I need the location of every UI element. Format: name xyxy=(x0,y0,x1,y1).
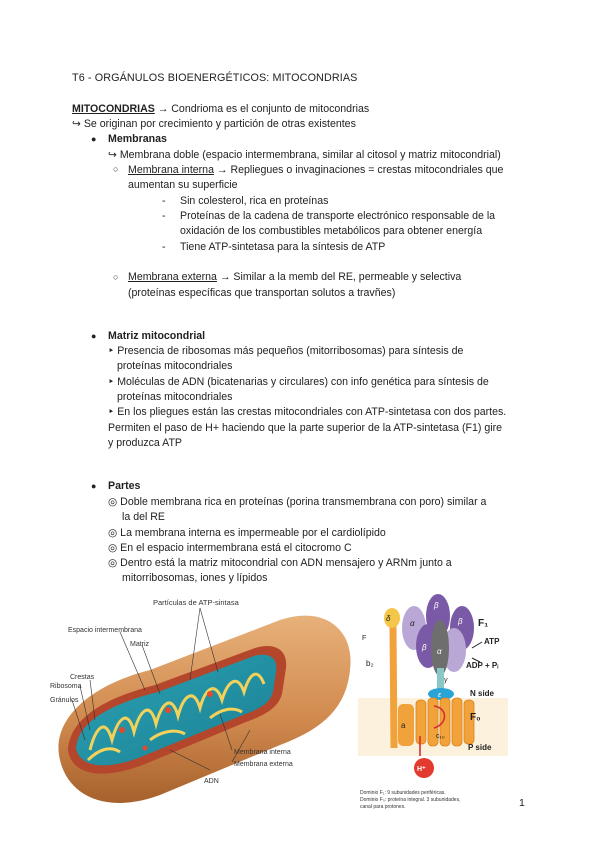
matriz-line: ‣ Presencia de ribosomas más pequeños (mitorribosomas) para síntesis de xyxy=(108,345,464,357)
label-alpha-center: α xyxy=(437,647,442,656)
membrana-externa-line xyxy=(128,270,461,284)
label-crestas: Crestas xyxy=(70,674,95,681)
matriz-line: proteínas mitocondriales xyxy=(117,360,233,372)
membrana-externa-label: Membrana externa xyxy=(128,271,217,283)
matriz-line: y produzca ATP xyxy=(108,437,182,449)
label-F0: F₀ xyxy=(470,712,481,723)
partes-line: ◎ La membrana interna es impermeable por el cardiolípido xyxy=(108,527,386,539)
bullet-icon: ● xyxy=(91,134,97,144)
partes-line: ◎ Dentro está la matriz mitocondrial con ADN mensajero y ARNm junto a xyxy=(108,557,452,569)
caption-line-3: canal para protones. xyxy=(360,804,406,810)
membrana-interna-rest: → Repliegues o invaginaciones = crestas mitocondriales que xyxy=(213,164,504,176)
partes-line: ◎ En el espacio intermembrana está el citocromo C xyxy=(108,542,352,554)
mitocondrias-heading-line xyxy=(72,102,369,116)
dash-icon: - xyxy=(162,241,166,253)
label-a: a xyxy=(401,721,406,730)
label-adn: ADN xyxy=(204,778,219,785)
dash-icon: - xyxy=(162,195,166,207)
page-title: T6 - ORGÁNULOS BIOENERGÉTICOS: MITOCONDRIAS xyxy=(72,72,358,84)
label-epsilon: ε xyxy=(438,692,442,699)
matriz-title: Matriz mitocondrial xyxy=(108,330,206,342)
partes-line: la del RE xyxy=(122,511,165,523)
caption-line-1: Dominio F₁: 9 subunidades periféricas. xyxy=(360,790,446,796)
label-beta-top: β xyxy=(434,601,439,610)
mitochondrion-illustration xyxy=(50,590,355,815)
matriz-line: proteínas mitocondriales xyxy=(117,391,233,403)
label-membrana-interna: Membrana interna xyxy=(234,749,291,756)
label-matriz: Matriz xyxy=(130,641,150,648)
circle-bullet-icon: ○ xyxy=(113,272,119,282)
label-particulas: Partículas de ATP-sintasa xyxy=(153,598,239,607)
partes-line: ◎ Doble membrana rica en proteínas (porina transmembrana con poro) similar a xyxy=(108,496,487,508)
label-pside: P side xyxy=(468,743,492,752)
dash-item: Proteínas de la cadena de transporte electrónico responsable de la xyxy=(180,210,496,222)
dash-icon: - xyxy=(162,210,166,222)
label-F: F xyxy=(362,635,367,642)
label-F1: F₁ xyxy=(478,618,489,629)
label-alpha-left: α xyxy=(410,619,415,628)
label-beta-right: β xyxy=(458,617,463,626)
page-number: 1 xyxy=(519,797,525,809)
dash-item: Tiene ATP-sintetasa para la síntesis de ATP xyxy=(180,241,386,253)
membrana-interna-label: Membrana interna xyxy=(128,164,214,176)
membrana-externa-rest: → Similar a la memb del RE, permeable y selectiva xyxy=(216,271,462,283)
label-hplus: H⁺ xyxy=(417,766,426,773)
mitocondrias-heading: MITOCONDRIAS xyxy=(72,103,155,115)
heading-rest: → Condrioma es el conjunto de mitocondrias xyxy=(154,103,370,115)
gamma-stalk xyxy=(437,668,444,690)
membranas-title: Membranas xyxy=(108,133,167,145)
origin-line: ↪ Se originan por crecimiento y partición de otras existentes xyxy=(72,118,356,130)
label-beta-front: β xyxy=(422,643,427,652)
label-gamma: γ xyxy=(444,677,448,684)
label-espacio: Espacio intermembrana xyxy=(68,627,142,634)
bullet-icon: ● xyxy=(91,481,97,491)
label-ATP: ATP xyxy=(484,637,500,646)
circle-bullet-icon: ○ xyxy=(113,164,119,174)
matriz-line: ‣ Moléculas de ADN (bicatenarias y circulares) con info genética para síntesis de xyxy=(108,376,489,388)
label-nside: N side xyxy=(470,689,495,698)
bullet-icon: ● xyxy=(91,331,97,341)
matriz-line: Permiten el paso de H+ haciendo que la parte superior de la ATP-sintetasa (F1) gire xyxy=(108,422,503,434)
membrana-interna-cont: aumentan su superficie xyxy=(128,179,238,191)
label-ribosoma: Ribosoma xyxy=(50,683,82,690)
label-c10: c₁₀ xyxy=(436,733,445,740)
label-granulos: Gránulos xyxy=(50,697,79,704)
matriz-line: ‣ En los pliegues están las crestas mitocondriales con ATP-sintetasa con dos partes. xyxy=(108,406,507,418)
dash-item: Sin colesterol, rica en proteínas xyxy=(180,195,329,207)
membrana-doble: ↪ Membrana doble (espacio intermembrana, similar al citosol y matriz mitocondrial) xyxy=(108,149,501,161)
dash-item-cont: oxidación de los combustibles metabólicos para obtener energía xyxy=(180,225,483,237)
label-ADP: ADP + Pᵢ xyxy=(466,661,499,670)
label-delta: δ xyxy=(386,614,391,623)
atp-synthase-illustration xyxy=(358,588,508,818)
caption-line-2: Dominio F₀: proteína integral. 3 subunidades, xyxy=(360,797,461,803)
membrana-interna-line xyxy=(128,163,503,177)
label-b2: b₂ xyxy=(366,659,374,668)
membrana-externa-cont: (proteínas específicas que transportan solutos a travñes) xyxy=(128,287,396,299)
partes-title: Partes xyxy=(108,480,141,492)
partes-line: mitorribosomas, iones y lípidos xyxy=(122,572,268,584)
c-ring xyxy=(416,698,474,746)
label-membrana-externa: Membrana externa xyxy=(234,761,293,768)
